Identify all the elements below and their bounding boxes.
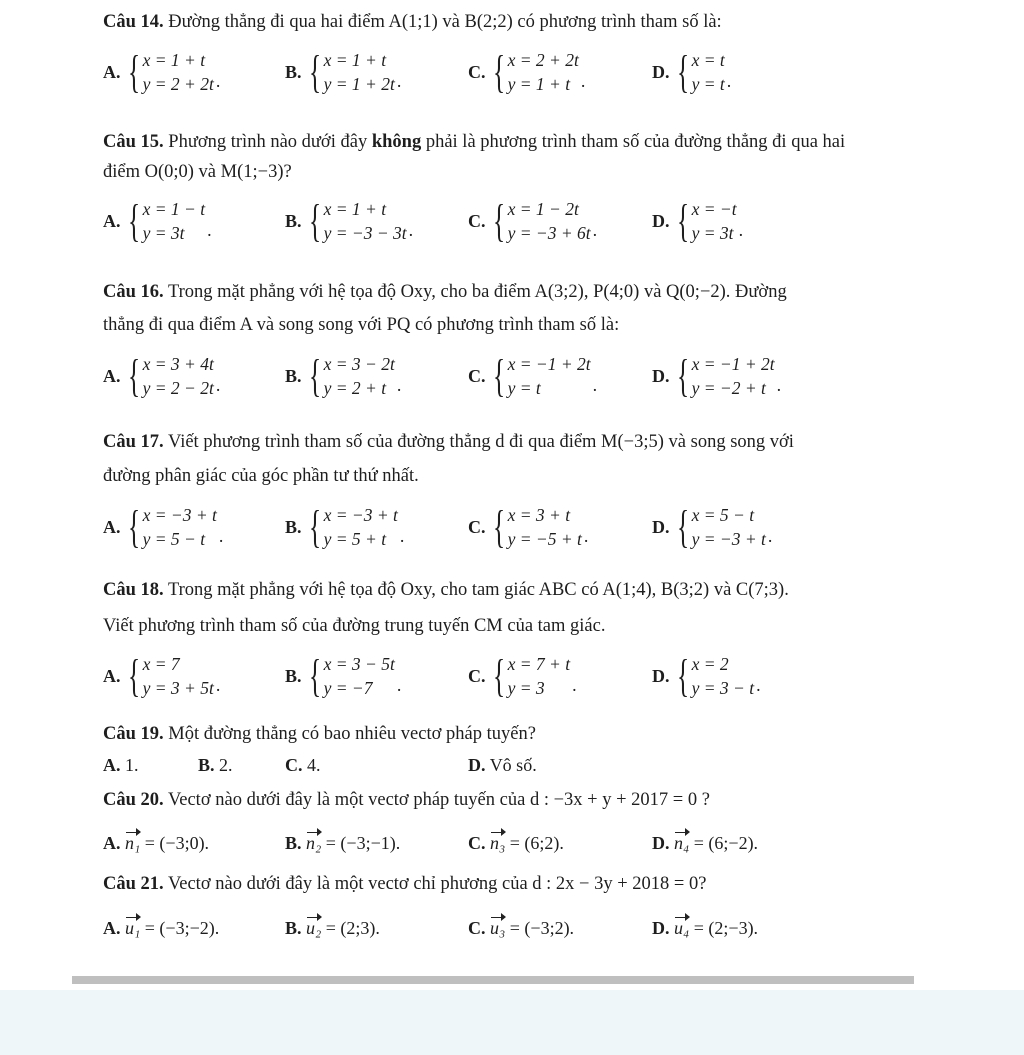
vector-u2: u₂	[306, 918, 322, 938]
q18-title: Câu 18. Trong mặt phẳng với hệ tọa độ Oxy, cho tam giác ABC có A(1;4), B(3;2) và C(7;3).	[103, 580, 789, 600]
q16-option-c[interactable]: C. { x = −1 + 2t y = t .	[468, 350, 598, 401]
q20-option-c[interactable]: C. n₃ = (6;2).	[468, 833, 564, 853]
vector-n4: n₄	[674, 833, 690, 853]
q19-option-a[interactable]: A. 1.	[103, 755, 139, 775]
vector-u1: u₁	[125, 918, 141, 938]
q16-title: Câu 16. Trong mặt phẳng với hệ tọa độ Oxy, cho ba điểm A(3;2), P(4;0) và Q(0;−2). Đường	[103, 282, 787, 302]
q21-option-c[interactable]: C. u₃ = (−3;2).	[468, 918, 575, 938]
q20-option-d[interactable]: D. n₄ = (6;−2).	[652, 833, 759, 853]
q14-option-b[interactable]: B. { x = 1 + t y = 1 + 2t .	[285, 46, 402, 97]
q21-option-b[interactable]: B. u₂ = (2;3).	[285, 918, 380, 938]
q20-title: Câu 20. Vectơ nào dưới đây là một vectơ pháp tuyến của d : −3x + y + 2017 = 0 ?	[103, 790, 710, 810]
q17-option-d[interactable]: D. { x = 5 − t y = −3 + t .	[652, 501, 773, 552]
q19-option-d[interactable]: D. Vô số.	[468, 755, 537, 775]
q16-option-b[interactable]: B. { x = 3 − 2t y = 2 + t .	[285, 350, 402, 401]
q14-option-a[interactable]: A. { x = 1 + t y = 2 + 2t .	[103, 46, 221, 97]
q15-title: Câu 15. Phương trình nào dưới đây không phải là phương trình tham số của đường thẳng đi qua hai	[103, 132, 846, 152]
q18-option-c[interactable]: C. { x = 7 + t y = 3 .	[468, 650, 577, 701]
q20-option-a[interactable]: A. n₁ = (−3;0).	[103, 833, 210, 853]
q17-option-a[interactable]: A. { x = −3 + t y = 5 − t .	[103, 501, 224, 552]
q16-option-a[interactable]: A. { x = 3 + 4t y = 2 − 2t .	[103, 350, 221, 401]
vector-u4: u₄	[674, 918, 690, 938]
q21-option-a[interactable]: A. u₁ = (−3;−2).	[103, 918, 220, 938]
q15-option-c[interactable]: C. { x = 1 − 2t y = −3 + 6t .	[468, 195, 598, 246]
q19-title: Câu 19. Một đường thẳng có bao nhiêu vectơ pháp tuyến?	[103, 724, 536, 744]
q18-option-b[interactable]: B. { x = 3 − 5t y = −7 .	[285, 650, 402, 701]
vector-u3: u₃	[490, 918, 506, 938]
q14-number: Câu 14.	[103, 12, 164, 32]
q21-option-d[interactable]: D. u₄ = (2;−3).	[652, 918, 759, 938]
q15-option-a[interactable]: A. { x = 1 − t y = 3t .	[103, 195, 212, 246]
q14-text: Đường thẳng đi qua hai điểm A(1;1) và B(2;2) có phương trình tham số là:	[168, 12, 722, 32]
q19-option-b[interactable]: B. 2.	[198, 755, 233, 775]
q17-option-b[interactable]: B. { x = −3 + t y = 5 + t .	[285, 501, 405, 552]
bottom-divider	[72, 976, 914, 984]
q16-line2: thẳng đi qua điểm A và song song với PQ có phương trình tham số là:	[103, 315, 620, 335]
q18-option-d[interactable]: D. { x = 2 y = 3 − t .	[652, 650, 761, 701]
vector-n1: n₁	[125, 833, 141, 853]
q14-option-c[interactable]: C. { x = 2 + 2t y = 1 + t .	[468, 46, 586, 97]
q14-title	[103, 10, 722, 34]
q16-option-d[interactable]: D. { x = −1 + 2t y = −2 + t .	[652, 350, 782, 401]
q20-option-b[interactable]: B. n₂ = (−3;−1).	[285, 833, 401, 853]
q17-option-c[interactable]: C. { x = 3 + t y = −5 + t .	[468, 501, 589, 552]
q15-option-b[interactable]: B. { x = 1 + t y = −3 − 3t .	[285, 195, 414, 246]
q15-option-d[interactable]: D. { x = −t y = 3t .	[652, 195, 744, 246]
vector-n2: n₂	[306, 833, 322, 853]
q21-title: Câu 21. Vectơ nào dưới đây là một vectơ chỉ phương của d : 2x − 3y + 2018 = 0?	[103, 874, 707, 894]
q18-line2: Viết phương trình tham số của đường trung tuyến CM của tam giác.	[103, 616, 606, 636]
footer-area	[0, 990, 1024, 1055]
vector-n3: n₃	[490, 833, 506, 853]
q14-option-d[interactable]: D. { x = t y = t .	[652, 46, 732, 97]
q17-title: Câu 17. Viết phương trình tham số của đường thẳng d đi qua điểm M(−3;5) và song song với	[103, 432, 794, 452]
q17-line2: đường phân giác của góc phần tư thứ nhất.	[103, 466, 419, 486]
q18-option-a[interactable]: A. { x = 7 y = 3 + 5t .	[103, 650, 221, 701]
q19-option-c[interactable]: C. 4.	[285, 755, 321, 775]
q15-line2: điểm O(0;0) và M(1;−3)?	[103, 162, 292, 182]
